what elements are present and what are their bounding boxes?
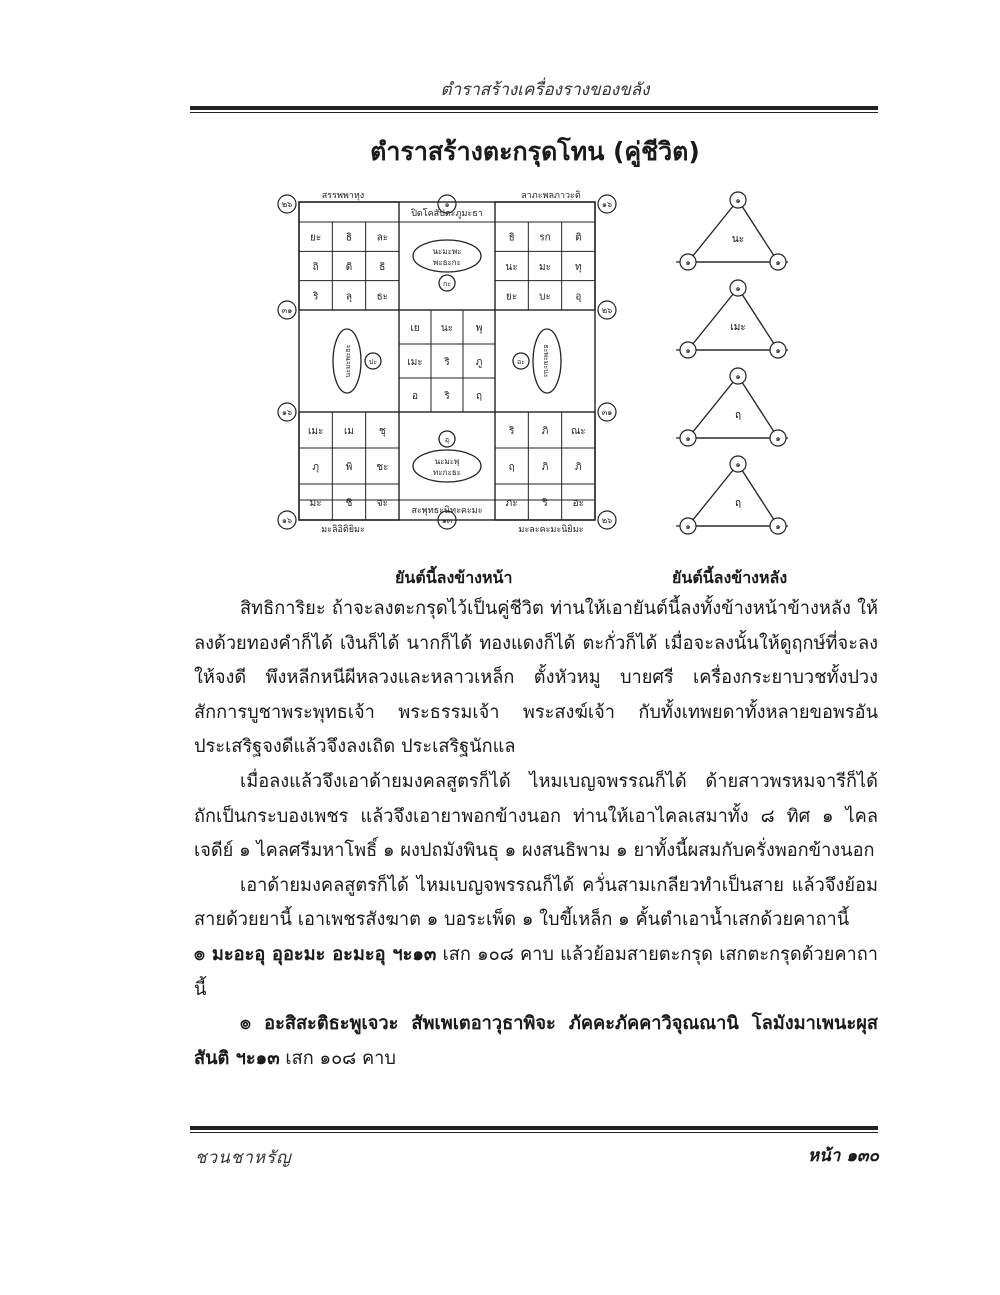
page-title: ตำราสร้างตะกรุดโทน (คู่ชีวิต) [370, 137, 700, 166]
grid-bl-cell: ชุ [378, 426, 386, 437]
triangle-vertex-label: ๑ [775, 346, 781, 355]
oval-left: นะมะพะธะ [344, 344, 352, 378]
oval-bottom-line1: นะมะพุ [434, 457, 460, 466]
grid-center-cell: เย [410, 323, 420, 334]
grid-tr-cell: อุ [575, 291, 582, 303]
triangle-yantra [676, 192, 788, 270]
incantation-2: ๏ อะสิสะติธะพูเจวะ สัพเพเตอาวุธาพิจะ ภัคคะภัคคาวิจุณณานิ โลมังมาเพนะผุสสันติ ฯะ๑๓ [194, 1013, 878, 1069]
top-label-right: ลาภะพลภาวะติ [521, 191, 581, 201]
grid-center-cell: ภู [475, 357, 483, 368]
grid-br-cell: ภิ [541, 426, 549, 437]
grid-tl-cell: ริ [312, 291, 319, 303]
grid-tl-cell: ธะ [376, 291, 389, 303]
grid-bl-cell: ชะ [376, 462, 389, 473]
grid-tr-cell: ติ [575, 232, 582, 244]
yantra-diagram [277, 190, 617, 535]
grid-tr-cell: ทุ [575, 262, 582, 273]
triangle-vertex-label: ๑ [775, 258, 781, 267]
grid-center-cell: ริ [444, 391, 450, 402]
triangle-center-label: ฤ [734, 498, 742, 509]
footer-signature: ชวนชาหรัญ [195, 1148, 292, 1168]
grid-tr-cell: รก [539, 232, 551, 244]
grid-br-cell: ภิ [541, 462, 549, 473]
corner-number: ๒๖ [601, 516, 613, 525]
triangle-vertex-label: ๑ [775, 522, 781, 531]
grid-center-cell: ฤ [475, 391, 483, 402]
grid-tr-cell: มะ [539, 262, 551, 273]
triangle-yantra [676, 280, 788, 358]
body-text [194, 592, 878, 1076]
grid-bl-cell: จะ [376, 498, 388, 509]
bottom-label-right: มะละคะมะนิยิมะ [518, 525, 584, 535]
corner-number: ๓๑ [601, 408, 613, 417]
caption-back: ยันต์นี้ลงข้างหลัง [672, 568, 788, 587]
grid-br-cell: ณะ [571, 426, 586, 437]
corner-number: ๑ [444, 200, 450, 209]
triangle-vertex-label: ๑ [735, 460, 741, 469]
triangle-center-label: ฤ [734, 410, 742, 421]
grid-bl-cell: ชิ [345, 498, 353, 509]
grid-center-cell: นะ [440, 323, 454, 334]
corner-number: ๒๖ [281, 200, 293, 209]
corner-number: ๑๖ [601, 200, 613, 209]
running-header: ตำราสร้างเครื่องรางของขลัง [440, 80, 650, 100]
footer-rule-thick [190, 1126, 878, 1130]
grid-br-cell: อะ [572, 498, 585, 509]
grid-tr-cell: ธิ [508, 232, 515, 244]
triangle-vertex-label: ๑ [735, 196, 741, 205]
footer-rule-thin [190, 1132, 878, 1133]
center-syllable: อุ [444, 436, 450, 444]
triangle-vertex-label: ๑ [735, 372, 741, 381]
caption-front: ยันต์นี้ลงข้างหน้า [395, 568, 513, 587]
triangle-vertex-label: ๑ [685, 346, 691, 355]
paragraph-4 [194, 938, 878, 1007]
grid-tr-cell: บะ [539, 291, 551, 303]
corner-number: ๓๑ [281, 306, 293, 315]
grid-bl-cell: ภุ [312, 462, 319, 473]
center-bottom-label: สะพุทธะนิทะคะมะ [411, 506, 483, 516]
grid-br-cell: ฤ [508, 462, 515, 473]
triangle-vertex-label: ๑ [775, 434, 781, 443]
center-syllable: ปะ [368, 358, 378, 366]
header-rule-thick [190, 106, 878, 110]
corner-number: ๑๓ [441, 516, 453, 525]
center-syllable: กะ [443, 280, 451, 288]
grid-tr-cell: นะ [505, 262, 518, 273]
grid-bl-cell: เม [343, 426, 355, 437]
grid-bl-cell: เมะ [307, 426, 324, 437]
corner-number: ๑๖ [281, 516, 293, 525]
grid-br-cell: ริ [542, 498, 548, 509]
grid-center-cell: อ [411, 391, 419, 402]
grid-tl-cell: ยะ [310, 232, 322, 244]
grid-tl-cell: ลุ [345, 291, 353, 303]
paragraph-4-rest: เสก ๑๐๘ คาบ แล้วย้อมสายตะกรุด เสกตะกรุดด้วยคาถานี้ [194, 943, 878, 1000]
grid-br-cell: ริ [508, 426, 515, 437]
paragraph-2: เมื่อลงแล้วจึงเอาด้ายมงคลสูตรก็ได้ ไหมเบญจพรรณก็ได้ ด้ายสาวพรหมจารีก็ได้ ถักเป็นกระบองเพชร แล้วจึงเอายาพอกข้างนอก ท่านให้เอาไคลเสมาทั้ง ๘ ทิศ ๑ ไคลเจดีย์ ๑ ไคลศรีมหาโพธิ์ ๑ ผงปถมังพินธุ ๑ ผงสนธิพาม ๑ ยาทั้งนี้ผสมกับครั่งพอกข้างนอก [194, 770, 878, 862]
oval-top-line1: นะมะพะ [432, 247, 462, 256]
grid-bl-cell: พิ [345, 462, 353, 473]
triangle-vertex-label: ๑ [685, 522, 691, 531]
grid-tl-cell: ธิ [345, 232, 353, 244]
triangle-vertex-label: ๑ [685, 258, 691, 267]
corner-number: ๑๖ [281, 408, 293, 417]
oval-top-line2: พะธะกะ [433, 258, 461, 267]
triangle-vertex-label: ๑ [685, 434, 691, 443]
grid-br-cell: ภะ [505, 498, 518, 509]
grid-tl-cell: ถิ [312, 262, 319, 273]
page-number: หน้า ๑๓๐ [807, 1146, 879, 1166]
grid-center-cell: เมะ [407, 357, 423, 368]
grid-tl-cell: ดิ [345, 262, 353, 273]
triangle-yantras [672, 180, 792, 540]
oval-right: ธะพะมะนะ [542, 344, 550, 378]
triangle-yantra [676, 368, 788, 446]
grid-tl-cell: ธิ [379, 262, 386, 273]
center-top-label: ปิดโคสัปตะภูมะธา [411, 209, 483, 219]
grid-br-cell: ภิ [575, 462, 582, 473]
grid-bl-cell: มะ [309, 498, 322, 509]
grid-tr-cell: ยะ [506, 291, 518, 303]
paragraph-5-rest: เสก ๑๐๘ คาบ [279, 1047, 396, 1069]
triangle-vertex-label: ๑ [735, 284, 741, 293]
paragraph-3: เอาด้ายมงคลสูตรก็ได้ ไหมเบญจพรรณก็ได้ ควั่นสามเกลียวทำเป็นสาย แล้วจึงย้อมสายด้วยยานี้ เอาเพชรสังฆาต ๑ บอระเพ็ด ๑ ใบขี้เหล็ก ๑ คั้นตำเอาน้ำเสกด้วยคาถานี้ [194, 874, 878, 931]
header-rule-thin [190, 112, 878, 113]
paragraph-5 [194, 1007, 878, 1076]
top-label-left: สรรพพาหุง [321, 191, 365, 201]
bottom-label-left: มะลิอิติยิมะ [321, 525, 365, 535]
triangle-center-label: นะ [731, 234, 745, 245]
incantation-1: ๏ มะอะอุ อุอะมะ อะมะอุ ฯะ๑๓ [194, 943, 437, 965]
grid-center-cell: ริ [444, 357, 450, 368]
paragraph-1: สิทธิการิยะ ถ้าจะลงตะกรุดไว้เป็นคู่ชีวิต ท่านให้เอายันต์นี้ลงทั้งข้างหน้าข้างหลัง ให้ลงด้วยทองคำก็ได้ เงินก็ได้ นากก็ได้ ทองแดงก็ได้ ตะกั่วก็ได้ เมื่อจะลงนั้นให้ดูฤกษ์ที่จะลงให้จงดี พึงหลีกหนีผีหลวงและหลาวเหล็ก ตั้งหัวหมู บายศรี เครื่องกระยาบวชทั้งปวง สักการบูชาพระพุทธเจ้า พระธรรมเจ้า พระสงฆ์เจ้า กับทั้งเทพยดาทั้งหลายขอพรอันประเสริฐจงดีแล้วจึงลงเถิด ประเสริฐนักแล [194, 598, 878, 758]
triangle-center-label: เมะ [730, 322, 746, 333]
oval-bottom-line2: ทะกะธะ [433, 468, 461, 477]
corner-number: ๒๖ [601, 306, 613, 315]
triangle-yantra [676, 456, 788, 534]
grid-center-cell: พุ [475, 323, 483, 334]
grid-tl-cell: ละ [376, 232, 389, 244]
center-syllable: อะ [517, 358, 525, 366]
